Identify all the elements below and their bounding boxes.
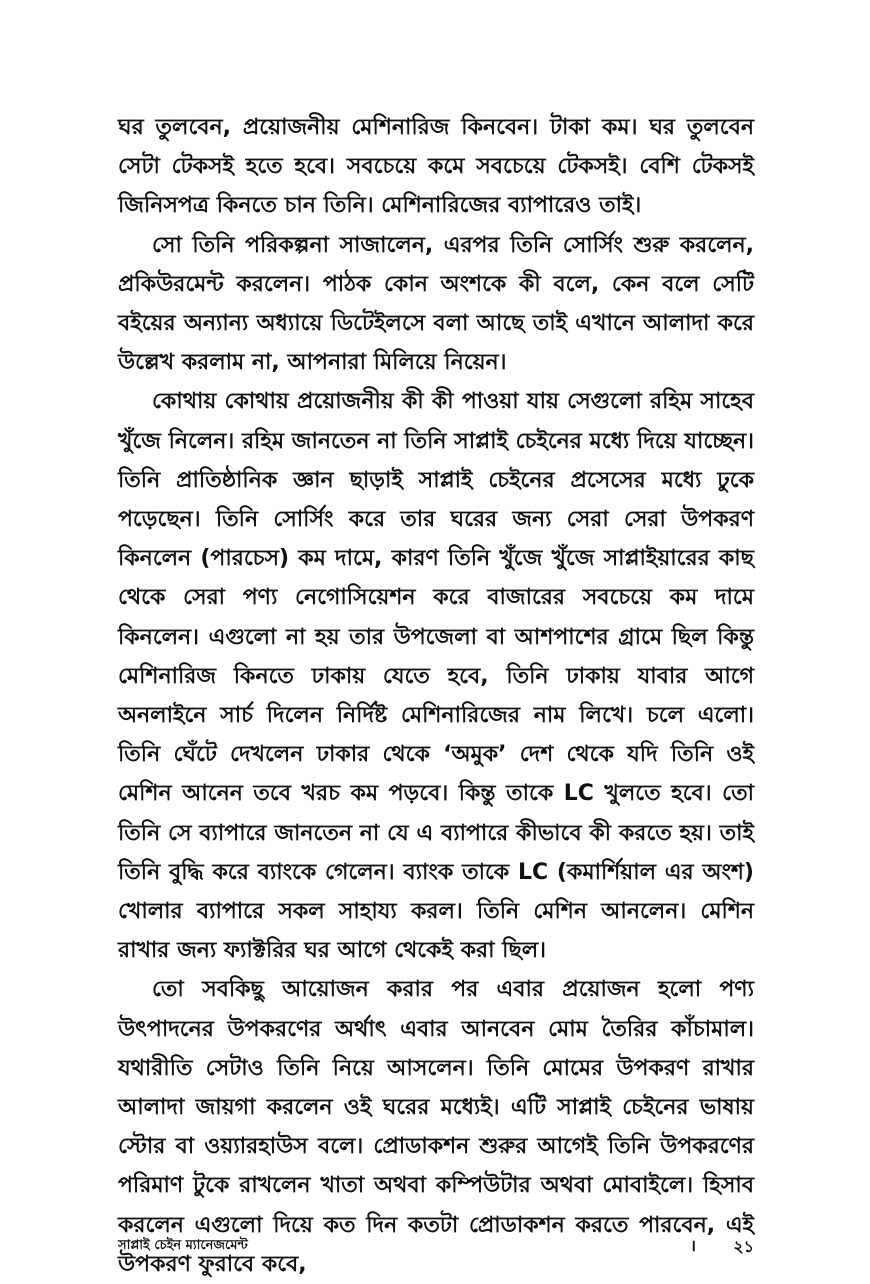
paragraph-4: তো সবকিছু আয়োজন করার পর এবার প্রয়োজন হলো পণ্য উৎপাদনের উপকরণের অর্থাৎ এবার আনবেন মোম তৈরির কাঁচামাল। যথারীতি সেটাও তিনি নিয়ে আসলেন। তিনি মোমের উপকরণ রাখার আলাদা জায়গা করলেন ওই ঘরের মধ্যেই। এটি সাপ্লাই চেইনের ভাষায় স্টোর বা ওয়্যারহাউস বলে। প্রোডাকশন শুরুর আগেই তিনি উপকরণের পরিমাণ টুকে রাখলেন খাতা অথবা কম্পিউটার অথবা মোবাইলে। হিসাব করলেন এগুলো দিয়ে কত দিন কতটা প্রোডাকশন করতে পারবেন, এই উপকরণ ফুরাবে কবে, (118, 977, 754, 1277)
footer-divider: । (690, 1236, 697, 1255)
paragraph-3: কোথায় কোথায় প্রয়োজনীয় কী কী পাওয়া যায় সেগুলো রহিম সাহেব খুঁজে নিলেন। রহিম জানতেন না তিনি সাপ্লাই চেইনের মধ্যে দিয়ে যাচ্ছেন। তিনি প্রাতিষ্ঠানিক জ্ঞান ছাড়াই সাপ্লাই চেইনের প্রসেসের মধ্যে ঢুকে পড়েছেন। তিনি সোর্সিং করে তার ঘরের জন্য সেরা সেরা উপকরণ কিনলেন (পারচেস) কম দামে, কারণ তিনি খুঁজে খুঁজে সাপ্লাইয়ারের কাছ থেকে সেরা পণ্য নেগোসিয়েশন করে বাজারের সবচেয়ে কম দামে কিনলেন। এগুলো না হয় তার উপজেলা বা আশপাশের গ্রামে ছিল কিন্তু মেশিনারিজ কিনতে ঢাকায় যেতে হবে, তিনি ঢাকায় যাবার আগে অনলাইনে সার্চ দিলেন নির্দিষ্ট মেশিনারিজের নাম লিখে। চলে এলো। তিনি ঘেঁটে দেখলেন ঢাকার থেকে ‘অমুক’ দেশ থেকে যদি তিনি ওই মেশিন আনেন তবে খরচ কম পড়বে। কিন্তু তাকে LC খুলতে হবে। তো তিনি সে ব্যাপারে জানতেন না যে এ ব্যাপারে কীভাবে কী করতে হয়। তাই তিনি বুদ্ধি করে ব্যাংকে গেলেন। ব্যাংক তাকে LC (কমার্শিয়াল এর অংশ) খোলার ব্যাপারে সকল সাহায্য করল। তিনি মেশিন আনলেন। মেশিন রাখার জন্য ফ্যাক্টরির ঘর আগে থেকেই করা ছিল। (118, 389, 755, 964)
running-title: সাপ্লাই চেইন ম্যানেজমেন্ট (118, 1238, 248, 1253)
page-footer (118, 1236, 754, 1258)
paragraph-2: সো তিনি পরিকল্পনা সাজালেন, এরপর তিনি সোর্সিং শুরু করলেন, প্রকিউরমেন্ট করলেন। পাঠক কোন অংশকে কী বলে, কেন বলে সেটি বইয়ের অন্যান্য অধ্যায়ে ডিটেইলসে বলা আছে তাই এখানে আলাদা করে উল্লেখ করলাম না, আপনারা মিলিয়ে নিয়েন। (118, 232, 754, 376)
page-number: ২১ (733, 1237, 754, 1256)
page-body (118, 108, 754, 1284)
paragraph-1: ঘর তুলবেন, প্রয়োজনীয় মেশিনারিজ কিনবেন। টাকা কম। ঘর তুলবেন সেটা টেকসই হতে হবে। সবচেয়ে কমে সবচেয়ে টেকসই। বেশি টেকসই জিনিসপত্র কিনতে চান তিনি। মেশিনারিজের ব্যাপারেও তাই। (118, 115, 754, 219)
